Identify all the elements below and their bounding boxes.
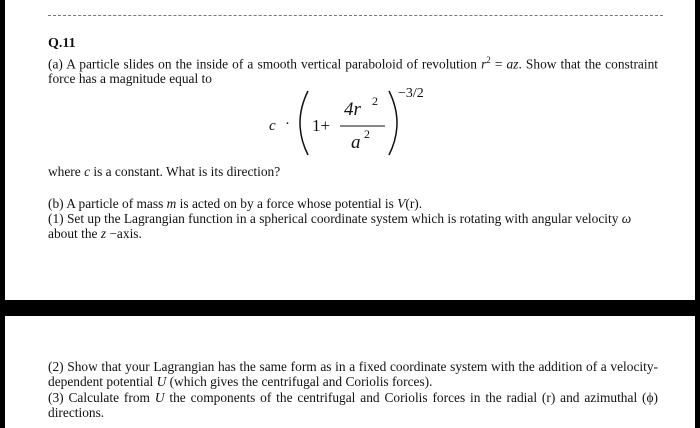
formula-numerator-exp: 2 [372,94,378,108]
formula-c: c [269,118,276,134]
question-card-top [5,0,695,300]
part-b1-text: (1) Set up the Lagrangian function in a spherical coordinate system which is rotating with angular velocity ω about the z −axis. [48,211,632,241]
formula-brackets [5,85,695,160]
part-3-text: (3) Calculate from U the components of the centrifugal and Coriolis forces in the radial (r) and azimuthal (ϕ) directions. [48,390,658,420]
formula-numerator: 4r [344,99,361,120]
formula-dot: · [285,116,290,132]
formula-denominator-exp: 2 [364,127,370,141]
formula-outer-exponent: −3/2 [398,86,424,101]
formula-one-plus: 1+ [312,116,331,135]
constraint-force-formula [5,85,695,160]
part-a-followup: where c is a constant. What is its direction? [48,164,281,179]
part-a-text: (a) A particle slides on the inside of a smooth vertical paraboloid of revolution $r^2$ = az. Show that the constraint force has a magnitude equal to [48,55,658,87]
question-card-bottom [5,316,695,428]
question-number: Q.11 [48,36,76,51]
part-b-text: (b) A particle of mass m is acted on by a force whose potential is V(r). [48,196,423,211]
formula-denominator: a [351,132,361,153]
part-2-text: (2) Show that your Lagrangian has the same form as in a fixed coordinate system with the addition of a velocity-dependent potential U (which gives the centrifugal and Coriolis forces). [48,359,658,389]
dashed-divider [48,15,663,16]
